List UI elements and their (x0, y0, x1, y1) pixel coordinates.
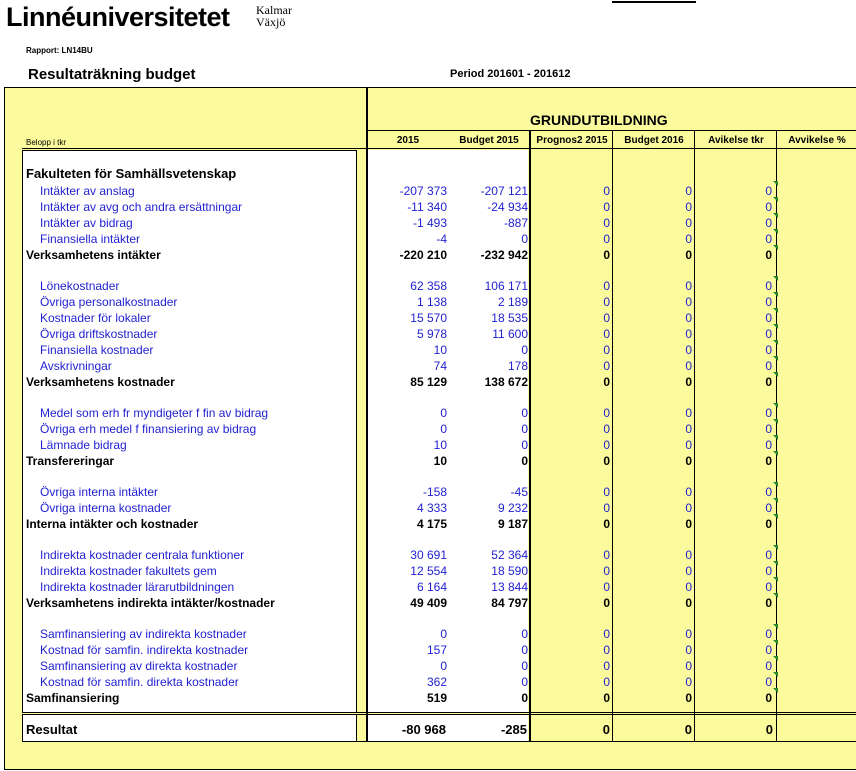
line-item-label: Intäkter av bidrag (40, 216, 133, 230)
cell-comment-marker-icon (773, 324, 778, 329)
line-item-label: Finansiella kostnader (40, 343, 154, 357)
table-cell: 0 (685, 564, 692, 578)
table-cell: 0 (521, 343, 528, 357)
line-item-label: Övriga interna intäkter (40, 485, 159, 499)
line-item-label: Intäkter av avg och andra ersättningar (40, 200, 243, 214)
cell-comment-marker-icon (773, 245, 778, 250)
table-cell: 0 (765, 216, 772, 230)
table-cell: -158 (422, 485, 447, 499)
table-cell: 0 (603, 406, 610, 420)
cell-comment-marker-icon (773, 561, 778, 566)
table-cell: 0 (603, 675, 610, 689)
result-value-2015: -80 968 (401, 722, 446, 737)
table-cell: 10 (433, 438, 447, 452)
table-cell: 178 (507, 359, 528, 373)
table-cell: 0 (765, 454, 772, 468)
table-cell: 0 (521, 232, 528, 246)
result-right-border (356, 714, 357, 741)
table-cell: 62 358 (410, 279, 447, 293)
body-bottom-line (22, 712, 856, 713)
table-cell: 0 (765, 327, 772, 341)
table-cell: 0 (603, 517, 610, 531)
table-cell: 0 (603, 248, 610, 262)
line-item-label: Avskrivningar (40, 359, 112, 373)
cell-comment-marker-icon (773, 181, 778, 186)
table-cell: 0 (685, 691, 692, 705)
table-cell: 10 (433, 343, 447, 357)
line-item-label: Finansiella intäkter (40, 232, 141, 246)
subtotal-label: Transfereringar (26, 454, 115, 468)
table-cell: 0 (685, 200, 692, 214)
table-cell: 15 570 (410, 311, 447, 325)
table-cell: 0 (603, 422, 610, 436)
label-panel-left-border (22, 150, 23, 712)
cell-comment-marker-icon (773, 276, 778, 281)
frame-top (4, 87, 856, 88)
table-cell: 0 (603, 659, 610, 673)
cell-comment-marker-icon (773, 435, 778, 440)
table-cell: 0 (521, 454, 528, 468)
result-bottom-line (22, 741, 856, 742)
column-header-avikelse-tkr: Avikelse tkr (708, 135, 764, 146)
result-value-budget-2016: 0 (684, 722, 692, 737)
table-cell: 9 232 (497, 501, 528, 515)
table-cell: 519 (426, 691, 447, 705)
table-cell: 18 590 (491, 564, 528, 578)
table-cell: 18 535 (491, 311, 528, 325)
table-cell: 52 364 (491, 548, 528, 562)
table-cell: 12 554 (410, 564, 447, 578)
table-cell: 0 (603, 216, 610, 230)
cell-comment-marker-icon (773, 656, 778, 661)
table-cell: 0 (685, 232, 692, 246)
table-cell: 0 (765, 501, 772, 515)
table-cell: 0 (685, 438, 692, 452)
table-cell: 0 (685, 295, 692, 309)
table-cell: 84 797 (491, 596, 528, 610)
table-cell: 0 (685, 548, 692, 562)
table-cell: 0 (603, 485, 610, 499)
table-cell: -220 210 (399, 248, 447, 262)
line-item-label: Indirekta kostnader lärarutbildningen (40, 580, 235, 594)
table-cell: 106 171 (484, 279, 528, 293)
table-cell: 0 (685, 422, 692, 436)
cell-comment-marker-icon (773, 451, 778, 456)
table-cell: 0 (685, 359, 692, 373)
column-header-prognos2-2015: Prognos2 2015 (536, 135, 608, 146)
table-cell: 0 (765, 564, 772, 578)
table-cell: 49 409 (410, 596, 447, 610)
table-cell: 9 187 (497, 517, 528, 531)
table-cell: 0 (603, 295, 610, 309)
table-cell: 0 (603, 580, 610, 594)
line-item-label: Övriga interna kostnader (40, 501, 172, 515)
table-cell: 0 (765, 627, 772, 641)
faculty-name: Fakulteten för Samhällsvetenskap (26, 166, 237, 181)
table-cell: 1 138 (416, 295, 447, 309)
table-cell: 157 (426, 643, 447, 657)
table-cell: 0 (603, 279, 610, 293)
table-cell: 0 (685, 580, 692, 594)
table-cell: 0 (440, 659, 447, 673)
subtotal-label: Interna intäkter och kostnader (26, 517, 199, 531)
header-bottom-line (22, 148, 856, 149)
logo-campus-vaxjo: Växjö (256, 15, 286, 29)
table-cell: 0 (685, 311, 692, 325)
subtotal-label: Samfinansiering (26, 691, 120, 705)
table-cell: 0 (521, 691, 528, 705)
table-cell: 0 (685, 675, 692, 689)
result-label: Resultat (26, 722, 78, 737)
table-cell: 0 (685, 501, 692, 515)
label-panel-top (22, 150, 356, 151)
table-cell: 0 (521, 438, 528, 452)
column-header-budget-2016: Budget 2016 (624, 135, 684, 146)
table-cell: 0 (440, 627, 447, 641)
subtotal-label: Verksamhetens intäkter (26, 248, 161, 262)
cell-comment-marker-icon (773, 403, 778, 408)
table-cell: 0 (685, 643, 692, 657)
table-cell: 0 (603, 359, 610, 373)
table-cell: 0 (765, 517, 772, 531)
table-cell: 0 (765, 279, 772, 293)
line-item-label: Samfinansiering av indirekta kostnader (40, 627, 247, 641)
cell-comment-marker-icon (773, 292, 778, 297)
table-cell: -24 934 (487, 200, 528, 214)
table-cell: 0 (765, 485, 772, 499)
table-cell: 0 (685, 327, 692, 341)
top-border-fragment (612, 1, 696, 3)
table-cell: 0 (603, 327, 610, 341)
table-cell: 0 (521, 643, 528, 657)
table-cell: 0 (521, 675, 528, 689)
cell-comment-marker-icon (773, 197, 778, 202)
table-cell: 0 (603, 343, 610, 357)
group-title-underline (366, 130, 856, 131)
table-cell: 0 (685, 216, 692, 230)
table-cell: 0 (603, 643, 610, 657)
table-cell: 0 (685, 485, 692, 499)
cell-comment-marker-icon (773, 593, 778, 598)
cell-comment-marker-icon (773, 514, 778, 519)
line-item-label: Kostnader för lokaler (40, 311, 151, 325)
table-cell: 0 (765, 406, 772, 420)
table-cell: 0 (685, 517, 692, 531)
divider-col-3 (612, 130, 613, 742)
table-cell: 0 (685, 279, 692, 293)
table-cell: 0 (765, 659, 772, 673)
frame-left (4, 87, 5, 770)
line-item-label: Övriga driftskostnader (40, 327, 158, 341)
table-cell: 4 175 (416, 517, 447, 531)
table-cell: -11 340 (407, 200, 447, 214)
table-cell: 0 (440, 422, 447, 436)
table-cell: 30 691 (410, 548, 447, 562)
report-code: Rapport: LN14BU (26, 46, 93, 55)
result-left-border (22, 714, 23, 741)
line-item-label: Kostnad för samfin. direkta kostnader (40, 675, 239, 689)
line-item-label: Samfinansiering av direkta kostnader (40, 659, 238, 673)
table-cell: -207 373 (399, 184, 447, 198)
cell-comment-marker-icon (773, 213, 778, 218)
table-cell: 0 (685, 184, 692, 198)
table-cell: 0 (765, 643, 772, 657)
university-logo: Linnéuniversitetet (6, 2, 230, 32)
table-cell: -45 (510, 485, 528, 499)
cell-comment-marker-icon (773, 688, 778, 693)
column-group-title: GRUNDUTBILDNING (530, 112, 668, 128)
table-cell: 0 (521, 659, 528, 673)
table-cell: 0 (765, 232, 772, 246)
cell-comment-marker-icon (773, 308, 778, 313)
table-cell: 85 129 (410, 375, 447, 389)
table-cell: 0 (765, 295, 772, 309)
table-cell: 0 (440, 406, 447, 420)
cell-comment-marker-icon (773, 545, 778, 550)
table-cell: 0 (603, 596, 610, 610)
table-cell: 74 (433, 359, 447, 373)
table-cell: 0 (765, 438, 772, 452)
table-cell: 0 (765, 548, 772, 562)
table-cell: 10 (433, 454, 447, 468)
cell-comment-marker-icon (773, 640, 778, 645)
table-cell: 0 (603, 438, 610, 452)
cell-comment-marker-icon (773, 372, 778, 377)
table-cell: 2 189 (497, 295, 528, 309)
table-cell: 0 (685, 659, 692, 673)
column-header-budget-2015: Budget 2015 (459, 135, 519, 146)
table-cell: 0 (765, 343, 772, 357)
divider-col-4 (694, 130, 695, 742)
table-cell: 0 (765, 200, 772, 214)
line-item-label: Lämnade bidrag (40, 438, 127, 452)
cell-comment-marker-icon (773, 482, 778, 487)
table-cell: 0 (765, 596, 772, 610)
table-cell: 11 600 (492, 327, 528, 341)
table-cell: 0 (603, 501, 610, 515)
table-cell: 0 (521, 422, 528, 436)
table-cell: 0 (765, 691, 772, 705)
cell-comment-marker-icon (773, 498, 778, 503)
subtotal-label: Verksamhetens kostnader (26, 375, 175, 389)
line-item-label: Indirekta kostnader centrala funktioner (40, 548, 245, 562)
table-cell: 0 (521, 406, 528, 420)
table-cell: 0 (765, 311, 772, 325)
period-label: Period 201601 - 201612 (450, 68, 571, 80)
line-item-label: Intäkter av anslag (40, 184, 135, 198)
page-title: Resultaträkning budget (28, 66, 196, 83)
table-cell: 0 (685, 627, 692, 641)
table-cell: 0 (685, 596, 692, 610)
column-header-2015: 2015 (396, 135, 420, 146)
result-top-line (22, 714, 856, 715)
table-cell: 5 978 (416, 327, 447, 341)
table-cell: 362 (426, 675, 447, 689)
table-cell: 0 (685, 375, 692, 389)
table-cell: 0 (603, 454, 610, 468)
line-item-label: Indirekta kostnader fakultets gem (40, 564, 217, 578)
cell-comment-marker-icon (773, 672, 778, 677)
table-cell: 6 164 (416, 580, 447, 594)
table-cell: 0 (685, 248, 692, 262)
line-item-label: Lönekostnader (40, 279, 120, 293)
cell-comment-marker-icon (773, 624, 778, 629)
table-cell: 0 (685, 343, 692, 357)
table-cell: -887 (503, 216, 528, 230)
table-cell: 0 (603, 232, 610, 246)
line-item-label: Övriga personalkostnader (40, 295, 178, 309)
table-cell: 138 672 (484, 375, 528, 389)
table-cell: -1 493 (412, 216, 447, 230)
table-cell: 0 (765, 184, 772, 198)
table-cell: 0 (603, 200, 610, 214)
logo-campus-kalmar: Kalmar (256, 3, 292, 17)
result-value-budget-2015: -285 (500, 722, 527, 737)
line-item-label: Medel som erh fr myndigeter f fin av bidrag (40, 406, 269, 420)
table-cell: 0 (765, 675, 772, 689)
table-cell: 0 (765, 375, 772, 389)
frame-bottom (4, 769, 856, 770)
table-cell: 0 (603, 627, 610, 641)
table-cell: 0 (765, 359, 772, 373)
unit-label: Belopp i tkr (26, 138, 67, 147)
table-cell: 0 (765, 422, 772, 436)
label-panel-right-border (356, 150, 357, 712)
subtotal-label: Verksamhetens indirekta intäkter/kostnader (26, 596, 275, 610)
table-cell: -232 942 (480, 248, 528, 262)
table-cell: 13 844 (491, 580, 528, 594)
table-cell: 0 (603, 375, 610, 389)
table-cell: 4 333 (416, 501, 447, 515)
table-cell: -207 121 (480, 184, 528, 198)
cell-comment-marker-icon (773, 340, 778, 345)
table-cell: 0 (603, 548, 610, 562)
line-item-label: Kostnad för samfin. indirekta kostnader (40, 643, 249, 657)
table-cell: 0 (603, 691, 610, 705)
cell-comment-marker-icon (773, 577, 778, 582)
cell-comment-marker-icon (773, 356, 778, 361)
table-cell: 0 (603, 311, 610, 325)
table-cell: 0 (603, 184, 610, 198)
logo-campus-names (256, 4, 292, 28)
cell-comment-marker-icon (773, 419, 778, 424)
table-cell: 0 (603, 564, 610, 578)
table-cell: 0 (685, 406, 692, 420)
cell-comment-marker-icon (773, 229, 778, 234)
table-cell: 0 (685, 454, 692, 468)
table-cell: 0 (765, 580, 772, 594)
table-cell: -4 (436, 232, 447, 246)
result-value-avikelse: 0 (765, 722, 773, 737)
line-item-label: Övriga erh medel f finansiering av bidrag (40, 422, 257, 436)
result-value-prognos2: 0 (602, 722, 610, 737)
table-cell: 0 (521, 627, 528, 641)
table-cell: 0 (765, 248, 772, 262)
column-header-avvikelse-pct: Avvikelse % (788, 135, 846, 146)
